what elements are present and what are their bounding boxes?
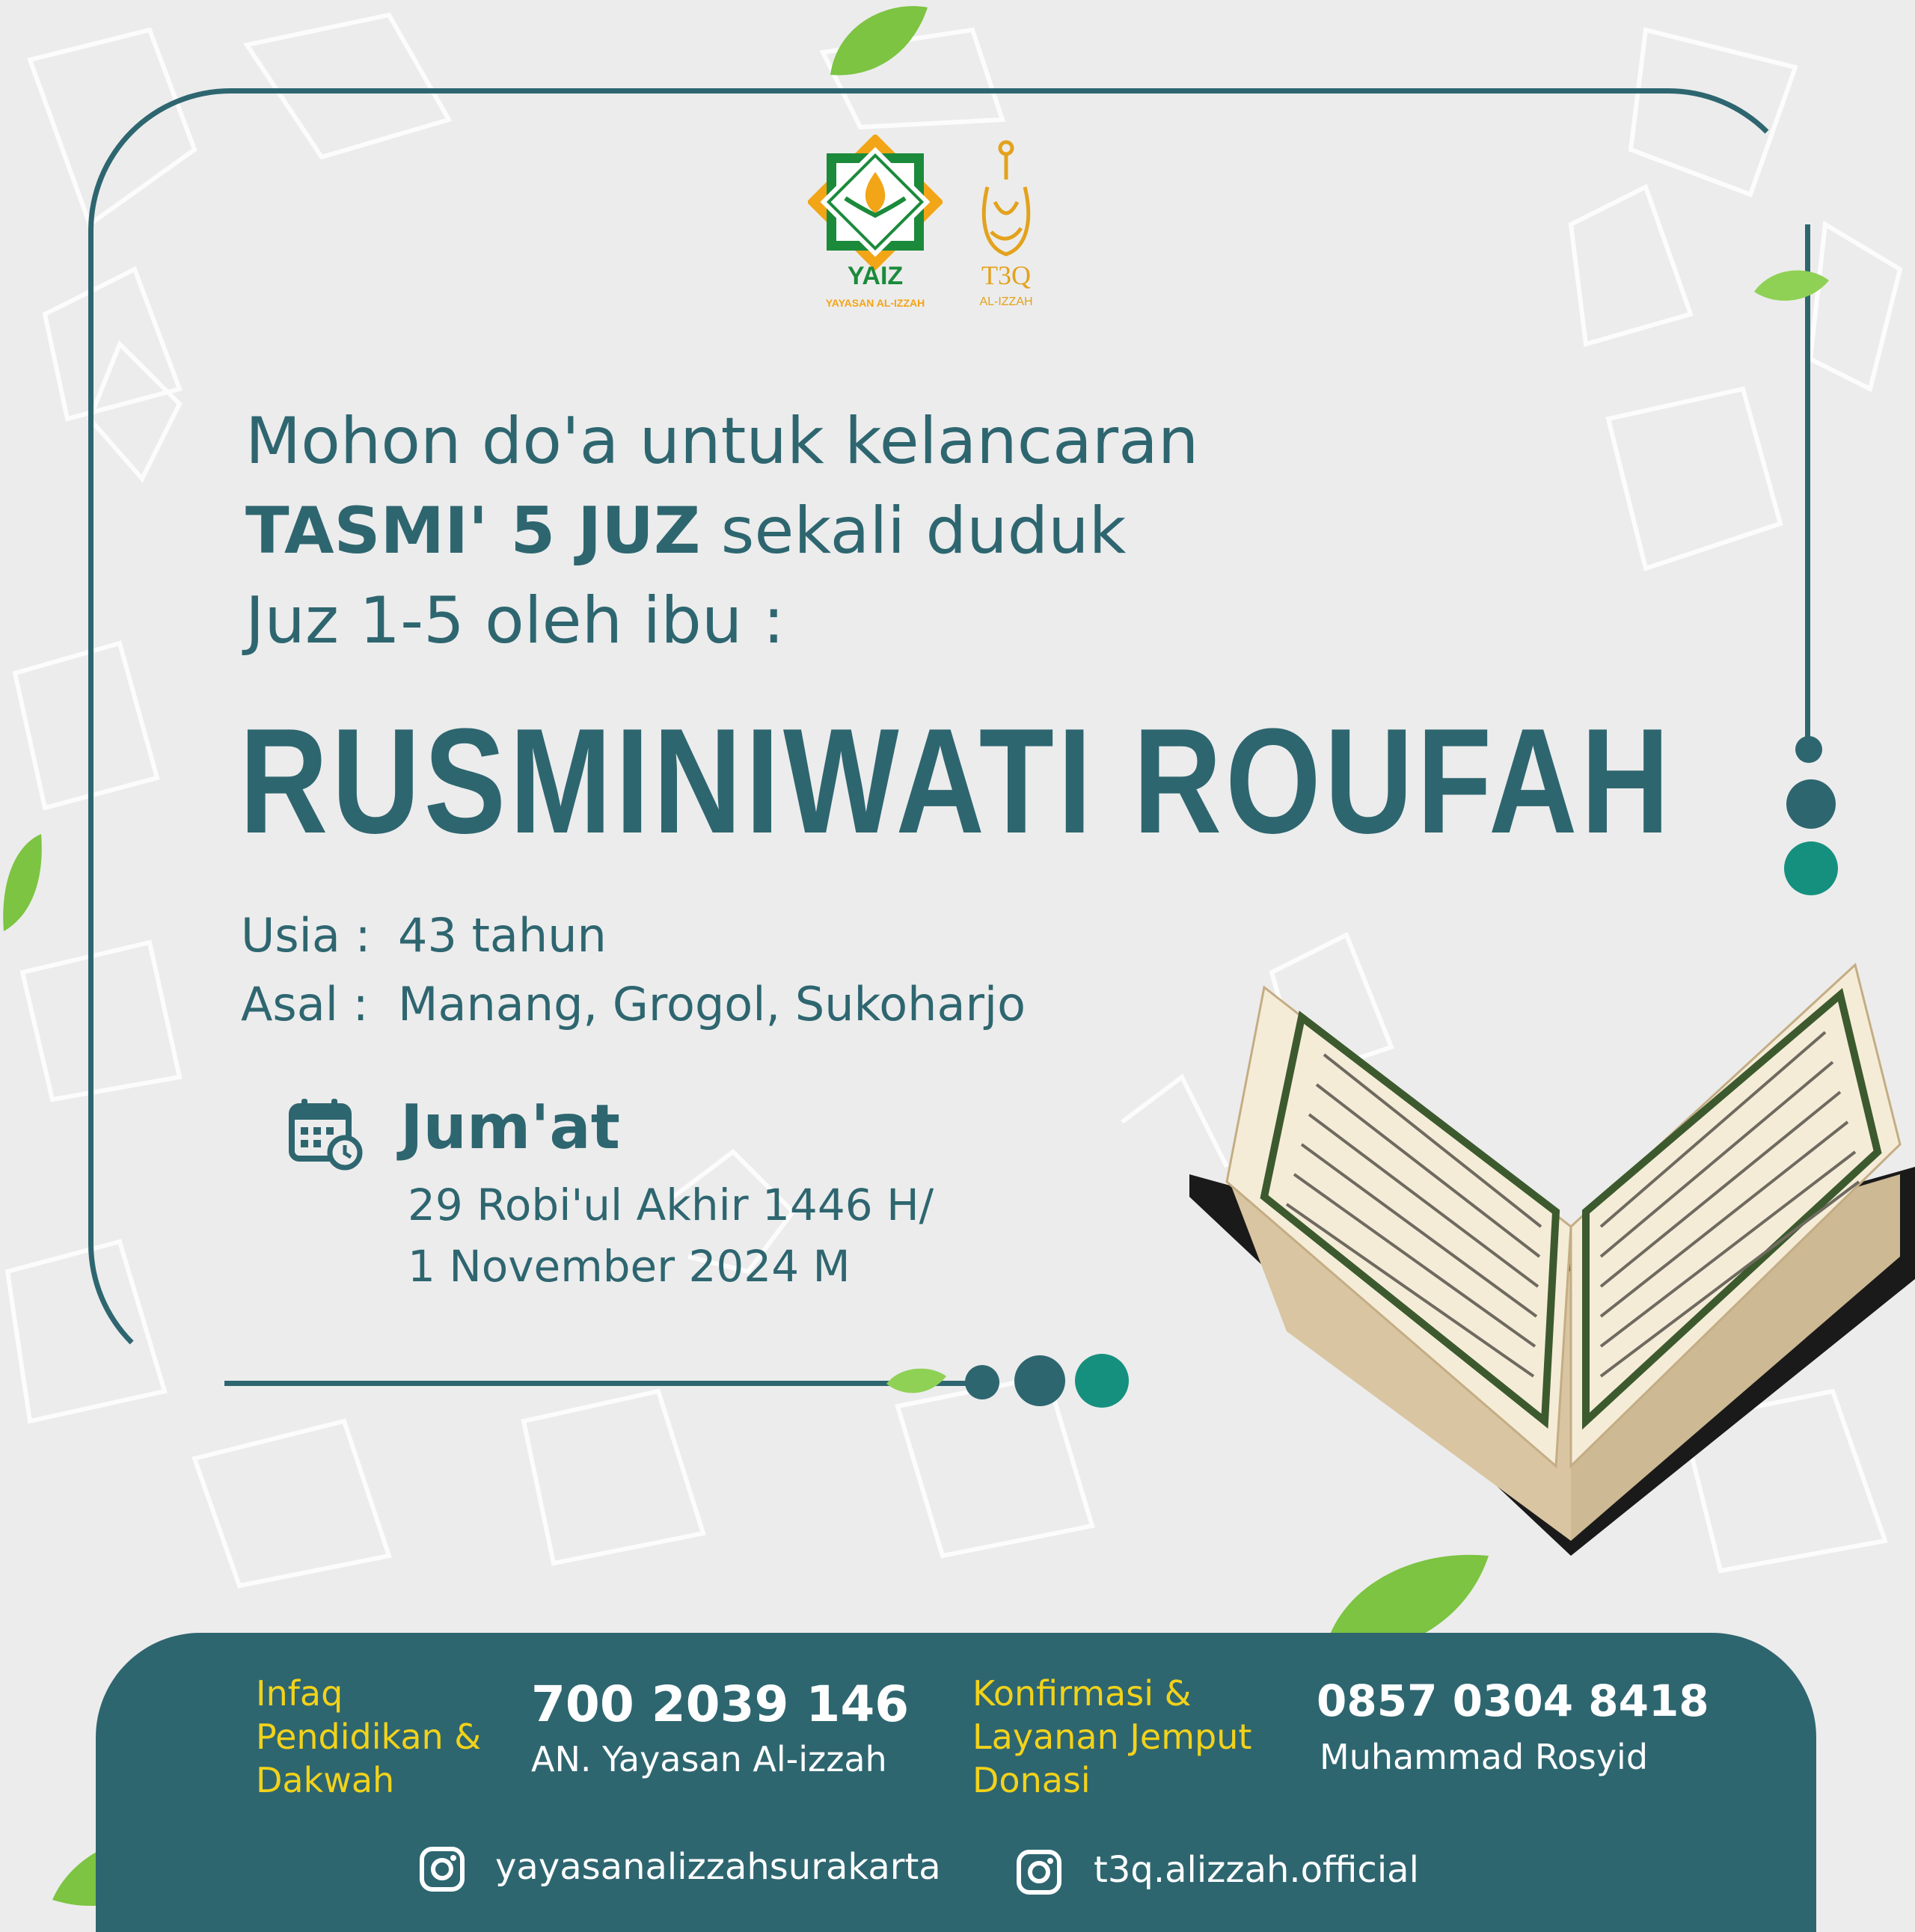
instagram-icon[interactable] [1016, 1849, 1062, 1895]
intro-line-1: Mohon do'a untuk kelancaran [245, 404, 1199, 479]
origin-row [241, 970, 1026, 1039]
intro-line-2-rest: sekali duduk [700, 494, 1127, 568]
hijri-date: 29 Robi'ul Akhir 1446 H/ [408, 1180, 934, 1230]
account-number: 700 2039 146 [531, 1675, 910, 1733]
schedule-dates [408, 1174, 934, 1297]
schedule-day: Jum'at [400, 1092, 620, 1163]
age-label: Usia : [241, 908, 371, 963]
leaf-icon [0, 830, 45, 935]
age-row [241, 901, 1026, 970]
intro-line-2 [245, 486, 1442, 576]
t3q-logo-subtitle: AL-IZZAH [979, 295, 1033, 308]
instagram-handle-2[interactable]: t3q.alizzah.official [1094, 1849, 1419, 1891]
contact-phone: 0857 0304 8418 [1317, 1675, 1709, 1726]
t3q-logo [958, 135, 1055, 314]
frame-bottom-line [224, 1381, 972, 1386]
yaiz-logo [808, 135, 943, 314]
origin-value: Manang, Grogol, Sukoharjo [398, 977, 1026, 1031]
yaiz-logo-title: YAIZ [847, 262, 904, 290]
infaq-label-line-3: Dakwah [256, 1760, 395, 1800]
origin-label: Asal : [241, 977, 369, 1031]
contact-name: Muhammad Rosyid [1320, 1737, 1649, 1777]
decor-dot [1786, 779, 1836, 829]
decor-dot [1075, 1354, 1129, 1408]
infaq-label-line-2: Pendidikan & [256, 1717, 482, 1757]
person-info [241, 901, 1026, 1039]
gregorian-date: 1 November 2024 M [408, 1241, 851, 1292]
calendar-clock-icon [288, 1096, 363, 1171]
age-value: 43 tahun [398, 908, 607, 963]
decor-dot [1014, 1355, 1065, 1406]
decor-dot [1795, 736, 1822, 763]
t3q-logo-title: T3Q [981, 260, 1031, 290]
confirm-label-line-2: Layanan Jemput [972, 1717, 1252, 1757]
quran-book-image [1182, 942, 1915, 1586]
person-name: RUSMINIWATI ROUFAH [239, 698, 1673, 865]
confirm-label-line-1: Konfirmasi & [972, 1673, 1192, 1714]
instagram-icon[interactable] [419, 1846, 465, 1892]
confirm-label [972, 1672, 1251, 1802]
decor-dot [1784, 841, 1838, 895]
intro-line-3: Juz 1-5 oleh ibu : [245, 583, 785, 658]
decor-dot [965, 1365, 999, 1399]
instagram-handle-1[interactable]: yayasanalizzahsurakarta [495, 1846, 941, 1888]
leaf-icon [883, 1361, 950, 1399]
logo-group [808, 135, 1062, 314]
account-name: AN. Yayasan Al-izzah [531, 1739, 887, 1779]
yaiz-logo-subtitle: YAYASAN AL-IZZAH [825, 297, 925, 309]
infaq-label [256, 1672, 481, 1802]
infaq-label-line-1: Infaq [256, 1673, 343, 1714]
tasmi-highlight: TASMI' 5 JUZ [245, 494, 701, 568]
leaf-icon [823, 0, 935, 82]
intro-text [245, 396, 1442, 666]
confirm-label-line-3: Donasi [972, 1760, 1091, 1800]
leaf-icon [1750, 262, 1833, 307]
